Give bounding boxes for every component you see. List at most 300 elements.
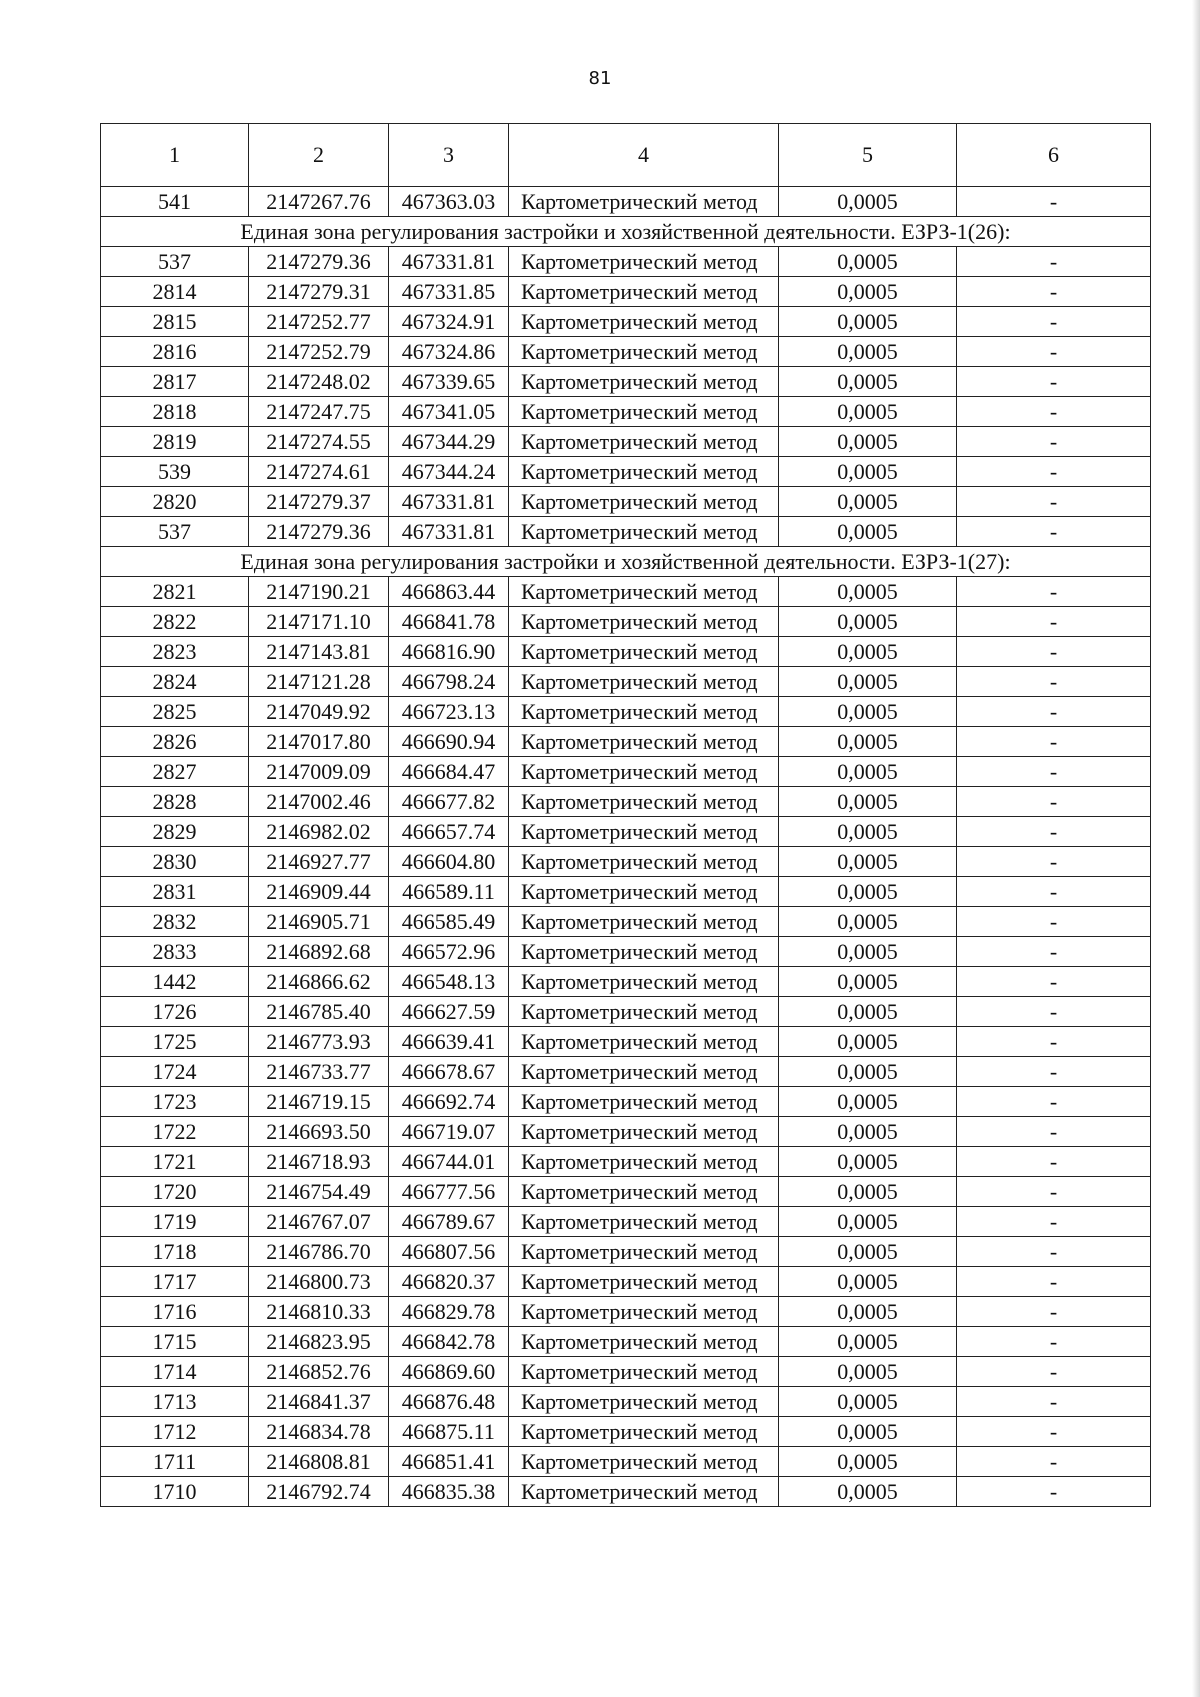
point-number-cell: 537: [101, 517, 249, 547]
point-number-cell: 1713: [101, 1387, 249, 1417]
table-row: [101, 1387, 1151, 1417]
accuracy-cell: 0,0005: [779, 487, 957, 517]
point-number-cell: 2815: [101, 307, 249, 337]
accuracy-cell: 0,0005: [779, 787, 957, 817]
section-title: Единая зона регулирования застройки и хозяйственной деятельности. ЕЗРЗ-1(26):: [101, 217, 1151, 247]
scan-edge-shadow: [1192, 0, 1200, 1697]
note-cell: -: [957, 427, 1151, 457]
accuracy-cell: 0,0005: [779, 847, 957, 877]
accuracy-cell: 0,0005: [779, 457, 957, 487]
point-number-cell: 1723: [101, 1087, 249, 1117]
note-cell: -: [957, 637, 1151, 667]
table-row: [101, 247, 1151, 277]
table-row: [101, 1477, 1151, 1507]
method-cell: Картометрический метод: [509, 1087, 779, 1117]
section-row: [101, 217, 1151, 247]
note-cell: -: [957, 367, 1151, 397]
table-row: [101, 757, 1151, 787]
point-number-cell: 1718: [101, 1237, 249, 1267]
x-coordinate-cell: 2147049.92: [249, 697, 389, 727]
note-cell: -: [957, 307, 1151, 337]
point-number-cell: 537: [101, 247, 249, 277]
table-body: [101, 187, 1151, 1507]
x-coordinate-cell: 2147279.31: [249, 277, 389, 307]
x-coordinate-cell: 2146792.74: [249, 1477, 389, 1507]
page-number: 81: [588, 68, 612, 89]
note-cell: -: [957, 577, 1151, 607]
y-coordinate-cell: 466719.07: [389, 1117, 509, 1147]
point-number-cell: 2828: [101, 787, 249, 817]
table-row: [101, 517, 1151, 547]
accuracy-cell: 0,0005: [779, 1327, 957, 1357]
note-cell: -: [957, 1477, 1151, 1507]
accuracy-cell: 0,0005: [779, 247, 957, 277]
point-number-cell: 2831: [101, 877, 249, 907]
x-coordinate-cell: 2147274.61: [249, 457, 389, 487]
note-cell: -: [957, 727, 1151, 757]
x-coordinate-cell: 2146834.78: [249, 1417, 389, 1447]
y-coordinate-cell: 466869.60: [389, 1357, 509, 1387]
method-cell: Картометрический метод: [509, 517, 779, 547]
y-coordinate-cell: 466627.59: [389, 997, 509, 1027]
point-number-cell: 1721: [101, 1147, 249, 1177]
x-coordinate-cell: 2146718.93: [249, 1147, 389, 1177]
x-coordinate-cell: 2146693.50: [249, 1117, 389, 1147]
note-cell: -: [957, 187, 1151, 217]
point-number-cell: 1724: [101, 1057, 249, 1087]
table-row: [101, 1117, 1151, 1147]
accuracy-cell: 0,0005: [779, 187, 957, 217]
section-row: [101, 547, 1151, 577]
x-coordinate-cell: 2147171.10: [249, 607, 389, 637]
point-number-cell: 2833: [101, 937, 249, 967]
table-row: [101, 637, 1151, 667]
note-cell: -: [957, 1357, 1151, 1387]
section-title: Единая зона регулирования застройки и хозяйственной деятельности. ЕЗРЗ-1(27):: [101, 547, 1151, 577]
header-cell: 4: [509, 124, 779, 187]
y-coordinate-cell: 467344.29: [389, 427, 509, 457]
x-coordinate-cell: 2146733.77: [249, 1057, 389, 1087]
accuracy-cell: 0,0005: [779, 607, 957, 637]
x-coordinate-cell: 2147279.37: [249, 487, 389, 517]
accuracy-cell: 0,0005: [779, 1447, 957, 1477]
note-cell: -: [957, 1117, 1151, 1147]
method-cell: Картометрический метод: [509, 397, 779, 427]
table-row: [101, 1267, 1151, 1297]
accuracy-cell: 0,0005: [779, 1357, 957, 1387]
point-number-cell: 2823: [101, 637, 249, 667]
x-coordinate-cell: 2147190.21: [249, 577, 389, 607]
method-cell: Картометрический метод: [509, 1447, 779, 1477]
y-coordinate-cell: 467344.24: [389, 457, 509, 487]
point-number-cell: 1711: [101, 1447, 249, 1477]
y-coordinate-cell: 466639.41: [389, 1027, 509, 1057]
y-coordinate-cell: 466798.24: [389, 667, 509, 697]
note-cell: -: [957, 1327, 1151, 1357]
method-cell: Картометрический метод: [509, 1387, 779, 1417]
note-cell: -: [957, 667, 1151, 697]
point-number-cell: 2824: [101, 667, 249, 697]
accuracy-cell: 0,0005: [779, 1387, 957, 1417]
accuracy-cell: 0,0005: [779, 1057, 957, 1087]
method-cell: Картометрический метод: [509, 487, 779, 517]
y-coordinate-cell: 466678.67: [389, 1057, 509, 1087]
note-cell: -: [957, 1177, 1151, 1207]
table-row: [101, 187, 1151, 217]
note-cell: -: [957, 787, 1151, 817]
method-cell: Картометрический метод: [509, 997, 779, 1027]
accuracy-cell: 0,0005: [779, 367, 957, 397]
x-coordinate-cell: 2146810.33: [249, 1297, 389, 1327]
y-coordinate-cell: 466585.49: [389, 907, 509, 937]
point-number-cell: 539: [101, 457, 249, 487]
method-cell: Картометрический метод: [509, 727, 779, 757]
accuracy-cell: 0,0005: [779, 1177, 957, 1207]
method-cell: Картометрический метод: [509, 247, 779, 277]
method-cell: Картометрический метод: [509, 1477, 779, 1507]
note-cell: -: [957, 817, 1151, 847]
table-row: [101, 1027, 1151, 1057]
method-cell: Картометрический метод: [509, 277, 779, 307]
method-cell: Картометрический метод: [509, 307, 779, 337]
x-coordinate-cell: 2146754.49: [249, 1177, 389, 1207]
table-row: [101, 1357, 1151, 1387]
accuracy-cell: 0,0005: [779, 1147, 957, 1177]
table-row: [101, 367, 1151, 397]
accuracy-cell: 0,0005: [779, 1267, 957, 1297]
method-cell: Картометрический метод: [509, 457, 779, 487]
accuracy-cell: 0,0005: [779, 277, 957, 307]
x-coordinate-cell: 2146982.02: [249, 817, 389, 847]
y-coordinate-cell: 466842.78: [389, 1327, 509, 1357]
y-coordinate-cell: 466744.01: [389, 1147, 509, 1177]
table-row: [101, 577, 1151, 607]
method-cell: Картометрический метод: [509, 1417, 779, 1447]
table-row: [101, 727, 1151, 757]
y-coordinate-cell: 466604.80: [389, 847, 509, 877]
note-cell: -: [957, 757, 1151, 787]
method-cell: Картометрический метод: [509, 337, 779, 367]
table-row: [101, 1237, 1151, 1267]
y-coordinate-cell: 467331.85: [389, 277, 509, 307]
note-cell: -: [957, 1387, 1151, 1417]
x-coordinate-cell: 2146800.73: [249, 1267, 389, 1297]
y-coordinate-cell: 467331.81: [389, 487, 509, 517]
y-coordinate-cell: 466657.74: [389, 817, 509, 847]
accuracy-cell: 0,0005: [779, 757, 957, 787]
method-cell: Картометрический метод: [509, 787, 779, 817]
table-row: [101, 457, 1151, 487]
method-cell: Картометрический метод: [509, 1117, 779, 1147]
accuracy-cell: 0,0005: [779, 1087, 957, 1117]
y-coordinate-cell: 466851.41: [389, 1447, 509, 1477]
table-row: [101, 997, 1151, 1027]
x-coordinate-cell: 2147009.09: [249, 757, 389, 787]
header-cell: 6: [957, 124, 1151, 187]
method-cell: Картометрический метод: [509, 817, 779, 847]
method-cell: Картометрический метод: [509, 907, 779, 937]
y-coordinate-cell: 467324.86: [389, 337, 509, 367]
table-row: [101, 1147, 1151, 1177]
x-coordinate-cell: 2146892.68: [249, 937, 389, 967]
point-number-cell: 2819: [101, 427, 249, 457]
table-row: [101, 277, 1151, 307]
y-coordinate-cell: 466789.67: [389, 1207, 509, 1237]
x-coordinate-cell: 2147248.02: [249, 367, 389, 397]
table-row: [101, 667, 1151, 697]
accuracy-cell: 0,0005: [779, 517, 957, 547]
point-number-cell: 2829: [101, 817, 249, 847]
y-coordinate-cell: 466589.11: [389, 877, 509, 907]
method-cell: Картометрический метод: [509, 967, 779, 997]
point-number-cell: 1710: [101, 1477, 249, 1507]
x-coordinate-cell: 2147252.79: [249, 337, 389, 367]
accuracy-cell: 0,0005: [779, 1117, 957, 1147]
note-cell: -: [957, 1087, 1151, 1117]
note-cell: -: [957, 1417, 1151, 1447]
note-cell: -: [957, 1267, 1151, 1297]
y-coordinate-cell: 466723.13: [389, 697, 509, 727]
table-row: [101, 1447, 1151, 1477]
method-cell: Картометрический метод: [509, 607, 779, 637]
accuracy-cell: 0,0005: [779, 697, 957, 727]
accuracy-cell: 0,0005: [779, 577, 957, 607]
y-coordinate-cell: 467341.05: [389, 397, 509, 427]
y-coordinate-cell: 466677.82: [389, 787, 509, 817]
point-number-cell: 2827: [101, 757, 249, 787]
y-coordinate-cell: 466777.56: [389, 1177, 509, 1207]
accuracy-cell: 0,0005: [779, 1297, 957, 1327]
point-number-cell: 1442: [101, 967, 249, 997]
method-cell: Картометрический метод: [509, 367, 779, 397]
method-cell: Картометрический метод: [509, 577, 779, 607]
x-coordinate-cell: 2147279.36: [249, 247, 389, 277]
table-row: [101, 847, 1151, 877]
method-cell: Картометрический метод: [509, 1027, 779, 1057]
note-cell: -: [957, 1207, 1151, 1237]
x-coordinate-cell: 2146823.95: [249, 1327, 389, 1357]
point-number-cell: 1714: [101, 1357, 249, 1387]
point-number-cell: 1726: [101, 997, 249, 1027]
point-number-cell: 2821: [101, 577, 249, 607]
y-coordinate-cell: 466835.38: [389, 1477, 509, 1507]
point-number-cell: 541: [101, 187, 249, 217]
y-coordinate-cell: 466572.96: [389, 937, 509, 967]
y-coordinate-cell: 467331.81: [389, 247, 509, 277]
method-cell: Картометрический метод: [509, 877, 779, 907]
table-row: [101, 427, 1151, 457]
note-cell: -: [957, 997, 1151, 1027]
accuracy-cell: 0,0005: [779, 1417, 957, 1447]
x-coordinate-cell: 2147279.36: [249, 517, 389, 547]
point-number-cell: 2825: [101, 697, 249, 727]
table-row: [101, 1057, 1151, 1087]
x-coordinate-cell: 2146785.40: [249, 997, 389, 1027]
method-cell: Картометрический метод: [509, 1147, 779, 1177]
method-cell: Картометрический метод: [509, 1267, 779, 1297]
x-coordinate-cell: 2147267.76: [249, 187, 389, 217]
table-row: [101, 967, 1151, 997]
point-number-cell: 1716: [101, 1297, 249, 1327]
note-cell: -: [957, 1147, 1151, 1177]
x-coordinate-cell: 2147247.75: [249, 397, 389, 427]
method-cell: Картометрический метод: [509, 847, 779, 877]
accuracy-cell: 0,0005: [779, 877, 957, 907]
x-coordinate-cell: 2146909.44: [249, 877, 389, 907]
point-number-cell: 1719: [101, 1207, 249, 1237]
point-number-cell: 2822: [101, 607, 249, 637]
table-row: [101, 307, 1151, 337]
method-cell: Картометрический метод: [509, 937, 779, 967]
note-cell: -: [957, 277, 1151, 307]
note-cell: -: [957, 697, 1151, 727]
point-number-cell: 1720: [101, 1177, 249, 1207]
y-coordinate-cell: 466807.56: [389, 1237, 509, 1267]
table-header-row: [101, 124, 1151, 187]
coordinates-table-container: [100, 123, 1150, 1507]
note-cell: -: [957, 1057, 1151, 1087]
method-cell: Картометрический метод: [509, 1057, 779, 1087]
x-coordinate-cell: 2146905.71: [249, 907, 389, 937]
point-number-cell: 2814: [101, 277, 249, 307]
y-coordinate-cell: 466876.48: [389, 1387, 509, 1417]
table-row: [101, 937, 1151, 967]
x-coordinate-cell: 2147017.80: [249, 727, 389, 757]
note-cell: -: [957, 877, 1151, 907]
accuracy-cell: 0,0005: [779, 307, 957, 337]
accuracy-cell: 0,0005: [779, 727, 957, 757]
accuracy-cell: 0,0005: [779, 1237, 957, 1267]
point-number-cell: 2820: [101, 487, 249, 517]
y-coordinate-cell: 466820.37: [389, 1267, 509, 1297]
table-row: [101, 907, 1151, 937]
table-row: [101, 487, 1151, 517]
table-row: [101, 1207, 1151, 1237]
method-cell: Картометрический метод: [509, 637, 779, 667]
y-coordinate-cell: 466684.47: [389, 757, 509, 787]
header-cell: 5: [779, 124, 957, 187]
table-row: [101, 787, 1151, 817]
method-cell: Картометрический метод: [509, 427, 779, 457]
x-coordinate-cell: 2146808.81: [249, 1447, 389, 1477]
note-cell: -: [957, 517, 1151, 547]
y-coordinate-cell: 466816.90: [389, 637, 509, 667]
note-cell: -: [957, 1447, 1151, 1477]
method-cell: Картометрический метод: [509, 697, 779, 727]
method-cell: Картометрический метод: [509, 1297, 779, 1327]
note-cell: -: [957, 457, 1151, 487]
accuracy-cell: 0,0005: [779, 937, 957, 967]
note-cell: -: [957, 937, 1151, 967]
accuracy-cell: 0,0005: [779, 997, 957, 1027]
x-coordinate-cell: 2147121.28: [249, 667, 389, 697]
accuracy-cell: 0,0005: [779, 1207, 957, 1237]
y-coordinate-cell: 466690.94: [389, 727, 509, 757]
y-coordinate-cell: 466692.74: [389, 1087, 509, 1117]
table-row: [101, 697, 1151, 727]
x-coordinate-cell: 2146719.15: [249, 1087, 389, 1117]
point-number-cell: 1715: [101, 1327, 249, 1357]
note-cell: -: [957, 967, 1151, 997]
x-coordinate-cell: 2147143.81: [249, 637, 389, 667]
y-coordinate-cell: 467363.03: [389, 187, 509, 217]
method-cell: Картометрический метод: [509, 1327, 779, 1357]
y-coordinate-cell: 466875.11: [389, 1417, 509, 1447]
table-row: [101, 1327, 1151, 1357]
note-cell: -: [957, 847, 1151, 877]
header-cell: 2: [249, 124, 389, 187]
y-coordinate-cell: 467331.81: [389, 517, 509, 547]
coordinates-table: [100, 123, 1151, 1507]
note-cell: -: [957, 337, 1151, 367]
table-row: [101, 607, 1151, 637]
point-number-cell: 1717: [101, 1267, 249, 1297]
accuracy-cell: 0,0005: [779, 817, 957, 847]
x-coordinate-cell: 2146852.76: [249, 1357, 389, 1387]
accuracy-cell: 0,0005: [779, 427, 957, 457]
note-cell: -: [957, 1027, 1151, 1057]
x-coordinate-cell: 2146927.77: [249, 847, 389, 877]
x-coordinate-cell: 2147274.55: [249, 427, 389, 457]
x-coordinate-cell: 2146786.70: [249, 1237, 389, 1267]
note-cell: -: [957, 487, 1151, 517]
note-cell: -: [957, 397, 1151, 427]
point-number-cell: 1725: [101, 1027, 249, 1057]
note-cell: -: [957, 907, 1151, 937]
accuracy-cell: 0,0005: [779, 397, 957, 427]
accuracy-cell: 0,0005: [779, 667, 957, 697]
point-number-cell: 2817: [101, 367, 249, 397]
table-row: [101, 1297, 1151, 1327]
accuracy-cell: 0,0005: [779, 967, 957, 997]
method-cell: Картометрический метод: [509, 187, 779, 217]
table-row: [101, 817, 1151, 847]
table-row: [101, 1177, 1151, 1207]
x-coordinate-cell: 2147002.46: [249, 787, 389, 817]
table-row: [101, 877, 1151, 907]
table-row: [101, 1087, 1151, 1117]
point-number-cell: 1722: [101, 1117, 249, 1147]
x-coordinate-cell: 2146866.62: [249, 967, 389, 997]
x-coordinate-cell: 2147252.77: [249, 307, 389, 337]
header-cell: 3: [389, 124, 509, 187]
y-coordinate-cell: 467324.91: [389, 307, 509, 337]
point-number-cell: 2816: [101, 337, 249, 367]
y-coordinate-cell: 466841.78: [389, 607, 509, 637]
table-row: [101, 1417, 1151, 1447]
point-number-cell: 1712: [101, 1417, 249, 1447]
method-cell: Картометрический метод: [509, 667, 779, 697]
point-number-cell: 2832: [101, 907, 249, 937]
point-number-cell: 2826: [101, 727, 249, 757]
note-cell: -: [957, 247, 1151, 277]
table-row: [101, 397, 1151, 427]
accuracy-cell: 0,0005: [779, 637, 957, 667]
accuracy-cell: 0,0005: [779, 1027, 957, 1057]
accuracy-cell: 0,0005: [779, 337, 957, 367]
method-cell: Картометрический метод: [509, 1177, 779, 1207]
table-row: [101, 337, 1151, 367]
x-coordinate-cell: 2146767.07: [249, 1207, 389, 1237]
header-cell: 1: [101, 124, 249, 187]
method-cell: Картометрический метод: [509, 1237, 779, 1267]
y-coordinate-cell: 467339.65: [389, 367, 509, 397]
y-coordinate-cell: 466548.13: [389, 967, 509, 997]
note-cell: -: [957, 1297, 1151, 1327]
point-number-cell: 2830: [101, 847, 249, 877]
y-coordinate-cell: 466863.44: [389, 577, 509, 607]
x-coordinate-cell: 2146841.37: [249, 1387, 389, 1417]
